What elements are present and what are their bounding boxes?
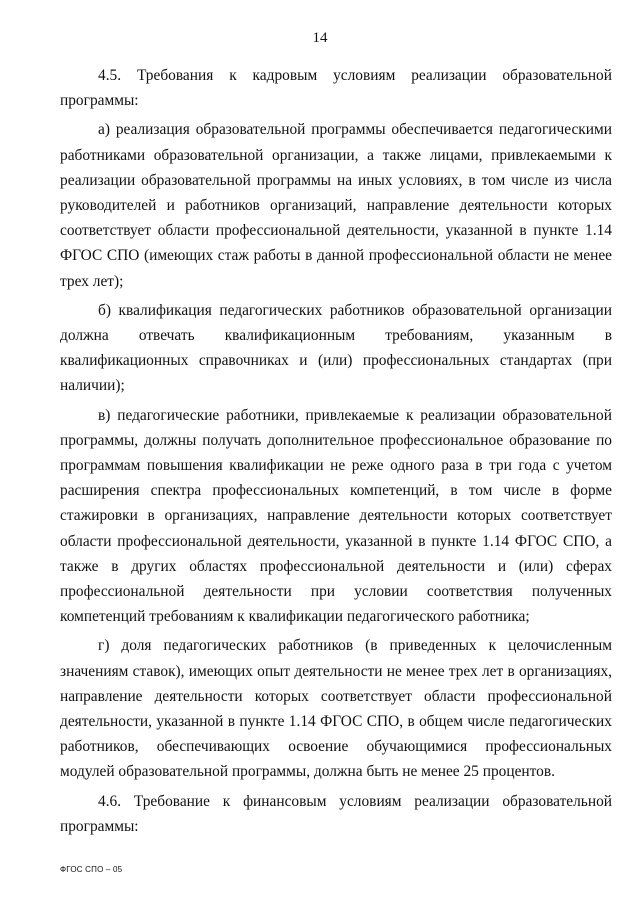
item-g-paragraph: г) доля педагогических работников (в приведенных к целочисленным значениям ставок), имеющих опыт деятельности не менее трех лет в организациях, направление деятельности которых соответствует области профессиональной деятельности, указанной в пункте 1.14 ФГОС СПО, в общем числе педагогических работников, обеспечивающих освоение обучающимися профессиональных модулей образовательной программы, должна быть не менее 25 процентов. bbox=[60, 637, 612, 781]
item-a-paragraph: а) реализация образовательной программы обеспечивается педагогическими работниками образовательной организации, а также лицами, привлекаемыми к реализации образовательной программы на иных условиях, в том числе из числа руководителей и работников организаций, направление деятельности которых соответствует области профессиональной деятельности, указанной в пункте 1.14 ФГОС СПО (имеющих стаж работы в данной профессиональной области не менее трех лет); bbox=[60, 121, 612, 290]
document-body bbox=[60, 63, 612, 843]
item-v-paragraph: в) педагогические работники, привлекаемые к реализации образовательной программы, должны получать дополнительное профессиональное образование по программам повышения квалификации не реже одного раза в три года с учетом расширения спектра профессиональных компетенций, в том числе в форме стажировки в организациях, направление деятельности которых соответствует области профессиональной деятельности, указанной в пункте 1.14 ФГОС СПО, а также в других областях профессиональной деятельности и (или) сферах профессиональной деятельности при условии соответствия полученных компетенций требованиям к квалификации педагогического работника; bbox=[60, 406, 612, 626]
section-4-6-heading: 4.6. Требование к финансовым условиям реализации образовательной программы: bbox=[60, 792, 612, 835]
footer-document-code: ФГОС СПО – 05 bbox=[60, 865, 123, 874]
section-4-5-heading: 4.5. Требования к кадровым условиям реализации образовательной программы: bbox=[60, 67, 612, 110]
item-b-paragraph: б) квалификация педагогических работников образовательной организации должна отвечать квалификационным требованиям, указанным в квалификационных справочниках и (или) профессиональных стандартах (при наличии); bbox=[60, 301, 612, 395]
page-number: 14 bbox=[312, 30, 328, 46]
